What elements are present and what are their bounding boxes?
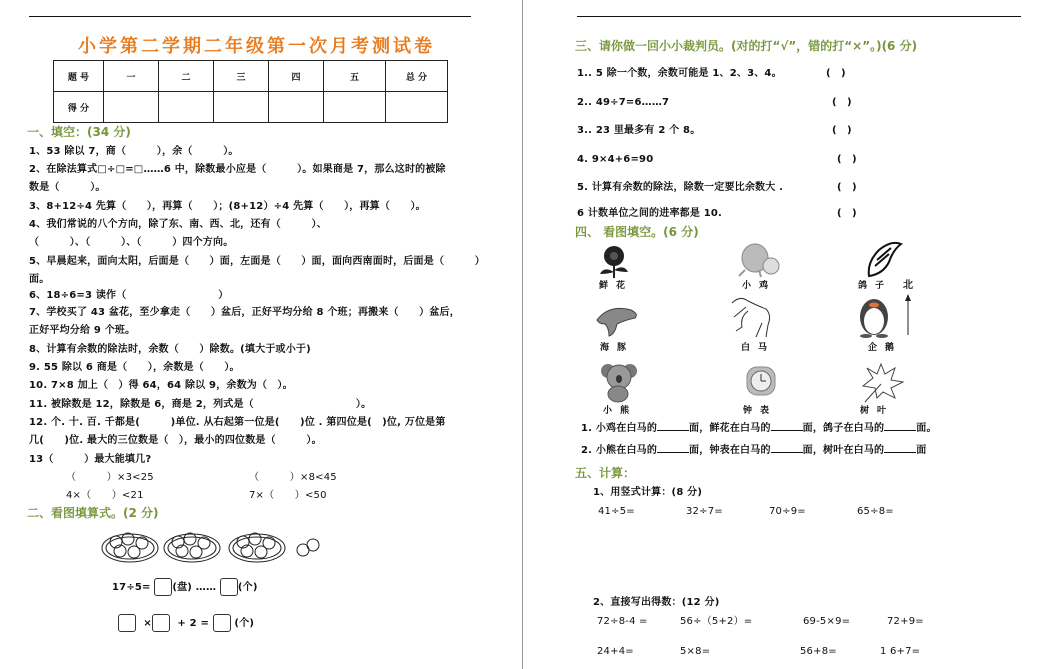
equation-1-left: 17÷5= xyxy=(112,582,151,593)
ellipsis: …… xyxy=(195,582,217,593)
score-cell[interactable] xyxy=(269,92,324,123)
judge-item: 5. 计算有余数的除法，除数一定要比余数大 . xyxy=(577,182,784,193)
direct-problem: 69-5×9= xyxy=(803,616,851,627)
plus-two: + 2 = xyxy=(177,618,210,629)
answer-box[interactable] xyxy=(220,578,238,596)
direct-problem: 1 6+7= xyxy=(880,646,921,657)
score-cell[interactable] xyxy=(104,92,159,123)
question-line: 1、53 除以 7，商（ ），余（ ）。 xyxy=(29,146,239,157)
unit-label: (个) xyxy=(234,618,255,629)
equation-2 xyxy=(118,614,254,632)
question-line: 7、学校买了 43 盆花，至少拿走（ ）盆后，正好平均分给 8 个班；再搬来（ ）盆后， xyxy=(29,307,460,318)
inequality: （ ）×3<25 xyxy=(66,472,154,483)
inequality: 7×（ ）<50 xyxy=(249,490,327,501)
flower-icon xyxy=(596,244,632,278)
answer-box[interactable] xyxy=(213,614,231,632)
direction-question-1: 1. 小鸡在白马的 面，鲜花在白马的 面，鸽子在白马的 面。 xyxy=(581,423,937,434)
score-table-header-row xyxy=(54,61,448,92)
north-label: 北 xyxy=(903,280,914,291)
direct-problem: 24+4= xyxy=(597,646,634,657)
section1-heading: 一、填空：(34 分) xyxy=(27,125,131,139)
question-line: 5、早晨起来，面向太阳，后面是（ ）面，左面是（ ）面，面向西南面时，后面是（ ） xyxy=(29,256,485,267)
question-line: 10. 7×8 加上（ ）得 64，64 除以 9，余数为（ ）。 xyxy=(29,380,293,391)
answer-blank[interactable] xyxy=(884,443,916,453)
inequality: 4×（ ）<21 xyxy=(66,490,144,501)
answer-box[interactable] xyxy=(154,578,172,596)
direct-problem: 56÷（5+2）= xyxy=(680,616,753,627)
score-header-cell: 一 xyxy=(104,61,159,92)
question-line: 11. 被除数是 12，除数是 6，商是 2，列式是（ ）。 xyxy=(29,399,372,410)
picture-label: 钟表 xyxy=(743,406,778,416)
picture-label: 小鸡 xyxy=(742,281,777,291)
score-header-cell: 三 xyxy=(214,61,269,92)
picture-label: 白马 xyxy=(741,343,776,353)
direct-problem: 56+8= xyxy=(800,646,837,657)
judge-paren[interactable]: ( ) xyxy=(837,208,857,219)
question-line: 数是（ ）。 xyxy=(29,182,106,193)
north-arrow-icon xyxy=(903,293,913,335)
section2-heading: 二、看图填算式。(2 分) xyxy=(27,506,159,520)
equation-1 xyxy=(112,578,258,596)
vertical-problem: 65÷8= xyxy=(857,506,894,517)
judge-paren[interactable]: ( ) xyxy=(832,125,852,136)
subsection-vertical: 1、用竖式计算：(8 分) xyxy=(593,487,703,498)
question-line: 正好平均分给 9 个班。 xyxy=(29,325,136,336)
answer-blank[interactable] xyxy=(771,443,803,453)
answer-blank[interactable] xyxy=(657,443,689,453)
right-page xyxy=(523,0,1045,669)
score-cell[interactable] xyxy=(159,92,214,123)
score-cell[interactable] xyxy=(324,92,386,123)
question-line: 几( )位. 最大的三位数是（ ），最小的四位数是（ ）。 xyxy=(29,435,322,446)
vertical-problem: 32÷7= xyxy=(686,506,723,517)
bear-icon xyxy=(598,361,640,403)
picture-label: 鲜花 xyxy=(599,281,634,291)
judge-item: 6 计数单位之间的进率都是 10. xyxy=(577,208,723,219)
judge-paren[interactable]: ( ) xyxy=(832,97,852,108)
judge-item: 4. 9×4+6=90 xyxy=(577,154,654,165)
picture-label: 企鹅 xyxy=(868,343,903,353)
question-line: 8、计算有余数的除法时，余数（ ）除数。(填大于或小于) xyxy=(29,344,311,355)
judge-item: 1.. 5 除一个数，余数可能是 1、2、3、4。 xyxy=(577,68,782,79)
question-line: 9. 55 除以 6 商是（ ），余数是（ ）。 xyxy=(29,362,240,373)
left-page xyxy=(0,0,520,669)
score-table xyxy=(53,60,448,123)
question-line: （ ）、（ ）、（ ）四个方向。 xyxy=(29,237,234,248)
pigeon-icon xyxy=(863,240,903,280)
vertical-problem: 70÷9= xyxy=(769,506,806,517)
score-row-label: 得 分 xyxy=(54,92,104,123)
vertical-problem: 41÷5= xyxy=(598,506,635,517)
section3-heading: 三、请你做一回小小裁判员。(对的打“√”，错的打“×”。)(6 分) xyxy=(575,39,918,53)
header-rule xyxy=(29,16,471,17)
score-header-cell: 五 xyxy=(324,61,386,92)
answer-blank[interactable] xyxy=(657,421,689,431)
score-header-cell: 题 号 xyxy=(54,61,104,92)
horse-icon xyxy=(726,295,776,339)
judge-paren[interactable]: ( ) xyxy=(826,68,846,79)
direct-problem: 72+9= xyxy=(887,616,924,627)
penguin-icon xyxy=(853,293,895,339)
score-header-cell: 四 xyxy=(269,61,324,92)
question-line: 面。 xyxy=(29,274,50,285)
section5-heading: 五、计算： xyxy=(575,466,636,480)
unit-label: (个) xyxy=(237,582,258,593)
direct-problem: 5×8= xyxy=(680,646,711,657)
score-table-score-row xyxy=(54,92,448,123)
judge-paren[interactable]: ( ) xyxy=(837,154,857,165)
question-line: 3、8+12÷4 先算（ ），再算（ ）；(8+12）÷4 先算（ ），再算（ ）。 xyxy=(29,201,426,212)
question-line: 6、18÷6=3 读作（ ） xyxy=(29,290,229,301)
section4-heading: 四、 看图填空。(6 分) xyxy=(575,225,699,239)
dolphin-icon xyxy=(595,298,639,338)
inequality: （ ）×8<45 xyxy=(249,472,337,483)
score-header-cell: 二 xyxy=(159,61,214,92)
subsection-direct: 2、直接写出得数：(12 分) xyxy=(593,597,720,608)
question-line: 4、我们常说的八个方向，除了东、南、西、北，还有（ ）、 xyxy=(29,219,327,230)
clock-icon xyxy=(741,365,781,401)
judge-item: 3.. 23 里最多有 2 个 8。 xyxy=(577,125,701,136)
score-cell[interactable] xyxy=(386,92,448,123)
question-line: 13（ ）最大能填几? xyxy=(29,454,152,465)
judge-item: 2.. 49÷7=6……7 xyxy=(577,97,670,108)
direction-question-2: 2. 小熊在白马的 面，钟表在白马的 面，树叶在白马的 面 xyxy=(581,445,927,456)
answer-box[interactable] xyxy=(152,614,170,632)
times-sign: × xyxy=(143,618,152,629)
picture-label: 小熊 xyxy=(603,406,638,416)
picture-label: 鸽子 xyxy=(858,281,893,291)
answer-blank[interactable] xyxy=(771,421,803,431)
picture-label: 海豚 xyxy=(600,343,635,353)
unit-label: (盘) xyxy=(172,582,193,593)
answer-blank[interactable] xyxy=(884,421,916,431)
leaf-icon xyxy=(859,360,905,404)
apple-plates-illustration xyxy=(100,526,330,566)
page-title: 小学第二学期二年级第一次月考测试卷 xyxy=(78,36,435,57)
direct-problem: 72÷8-4 = xyxy=(597,616,648,627)
question-line: 2、在除法算式□÷□=□……6 中，除数最小应是（ ）。如果商是 7，那么这时的被除 xyxy=(29,164,446,175)
answer-box[interactable] xyxy=(118,614,136,632)
header-rule xyxy=(577,16,1021,17)
score-header-cell: 总 分 xyxy=(386,61,448,92)
judge-paren[interactable]: ( ) xyxy=(837,182,857,193)
chick-icon xyxy=(733,240,781,278)
score-cell[interactable] xyxy=(214,92,269,123)
question-line: 12. 个. 十. 百. 千都是( )单位. 从右起第一位是( )位 . 第四位是( )位, 万位是第 xyxy=(29,417,446,428)
picture-label: 树叶 xyxy=(860,406,895,416)
